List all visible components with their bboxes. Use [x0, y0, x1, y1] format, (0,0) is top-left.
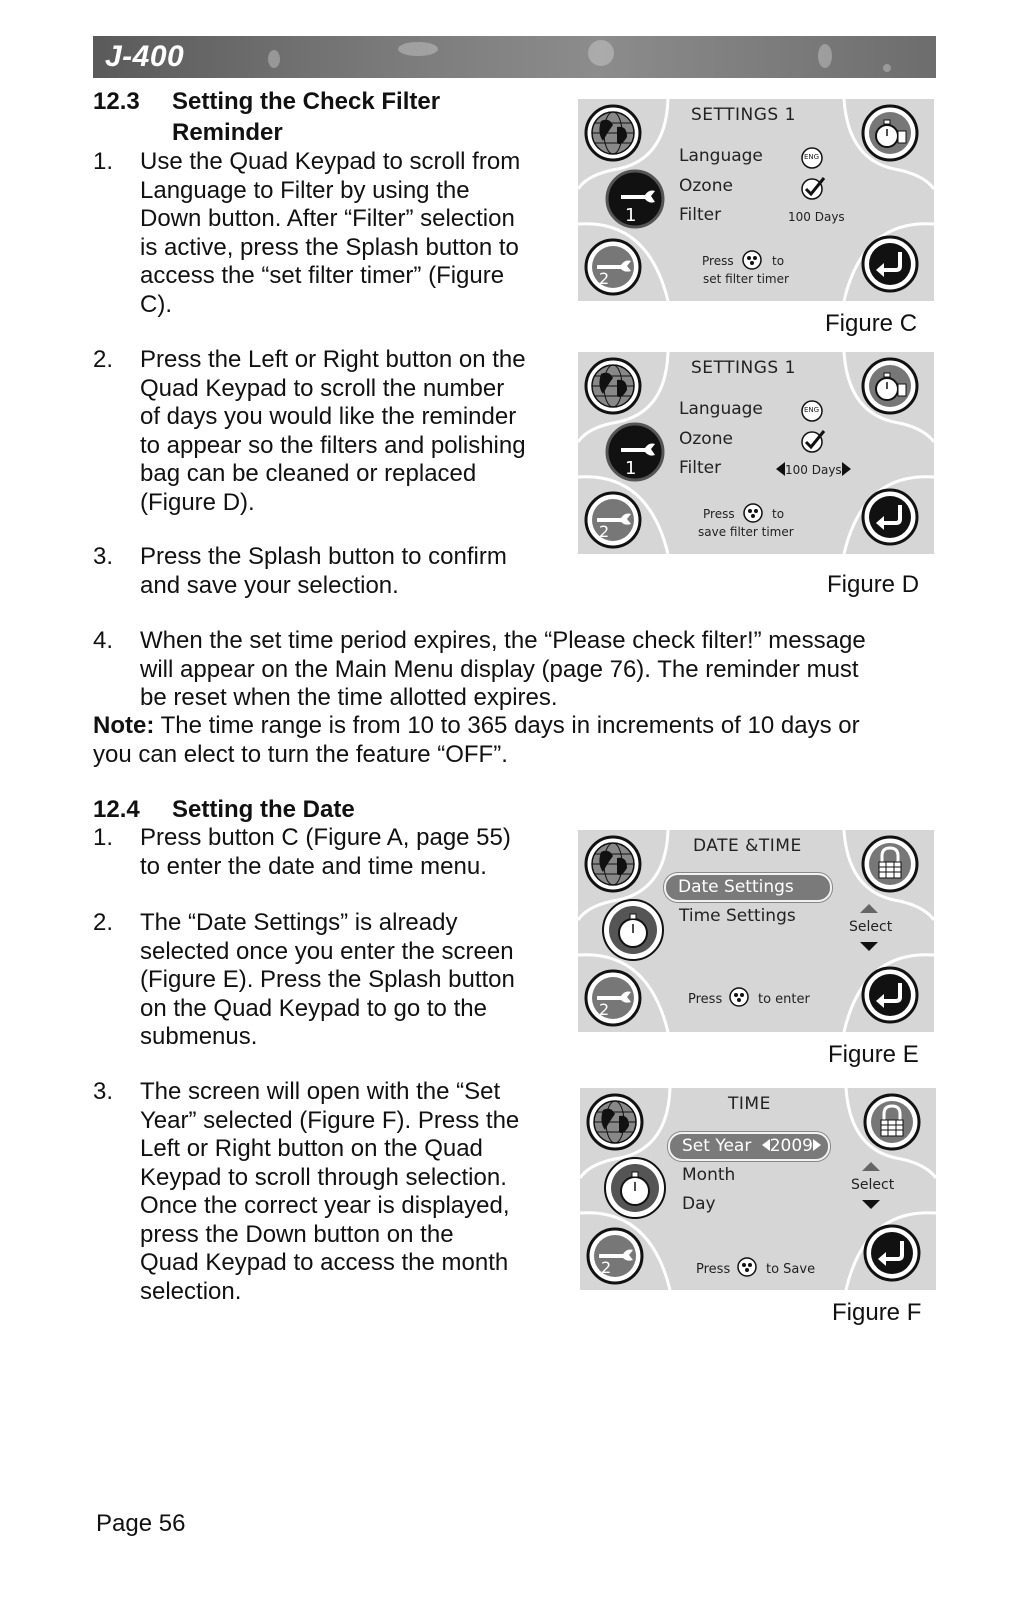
section-12-3-heading — [93, 87, 553, 147]
press-to: to — [772, 254, 785, 268]
splash-button-icon — [742, 502, 764, 524]
step-line: Use the Quad Keypad to scroll from — [140, 148, 521, 175]
section-title-line1: Setting the Check Filter — [172, 88, 441, 115]
set-year-label: Set Year — [682, 1136, 752, 1156]
date-settings-selected[interactable]: Date Settings — [664, 873, 832, 902]
step-number: 1. — [93, 148, 114, 175]
globe-icon[interactable] — [585, 1092, 645, 1152]
wrench-button-2-icon[interactable] — [583, 237, 643, 297]
wrench-button-2-icon[interactable] — [585, 1226, 645, 1286]
globe-icon[interactable] — [583, 103, 643, 163]
step-line: Year” selected (Figure F). Press the — [140, 1106, 520, 1134]
padlock-icon[interactable] — [860, 834, 920, 894]
step-line: (Figure D). — [140, 488, 255, 516]
step-line: The “Date Settings” is already — [140, 909, 458, 936]
button-number-2: 2 — [599, 269, 610, 288]
press-word: Press — [688, 992, 723, 1007]
step-line: is active, press the Splash button to — [140, 233, 519, 261]
select-label: Select — [851, 1177, 895, 1193]
note-text-line2: you can elect to turn the feature “OFF”. — [93, 740, 508, 768]
press-word: Press — [703, 507, 735, 521]
button-number-2: 2 — [599, 522, 610, 541]
step-number: 3. — [93, 543, 114, 570]
checkmark-icon — [800, 175, 828, 201]
figure-e-caption: Figure E — [828, 1041, 919, 1068]
step-line: Press the Splash button to confirm — [140, 543, 507, 570]
section-title: Setting the Date — [172, 796, 355, 823]
figure-f-caption: Figure F — [832, 1299, 922, 1326]
menu-item-language[interactable]: Language — [679, 146, 763, 166]
press-word: Press — [702, 254, 734, 268]
eng-label: ENG — [804, 153, 820, 161]
step-line: Keypad to scroll through selection. — [140, 1163, 507, 1191]
menu-item-ozone[interactable]: Ozone — [679, 176, 733, 196]
step-line: selection. — [140, 1277, 242, 1305]
figure-c-panel — [578, 99, 934, 301]
press-to: to — [772, 507, 785, 521]
step-number: 3. — [93, 1078, 114, 1105]
enter-return-icon[interactable] — [860, 487, 920, 547]
figure-f-panel — [580, 1088, 936, 1290]
enter-return-icon[interactable] — [862, 1223, 922, 1283]
step-line: Press the Left or Right button on the — [140, 346, 526, 373]
padlock-icon[interactable] — [862, 1092, 922, 1152]
note — [93, 712, 933, 769]
enter-return-icon[interactable] — [860, 234, 920, 294]
step-line: Down button. After “Filter” selection — [140, 205, 515, 232]
press-to-enter: to enter — [758, 992, 810, 1007]
figure-e-panel — [578, 830, 934, 1032]
step-number: 1. — [93, 824, 114, 851]
step-line: submenus. — [140, 1023, 258, 1050]
menu-item-day[interactable]: Day — [682, 1194, 716, 1214]
step-line: Press button C (Figure A, page 55) — [140, 824, 511, 851]
set-year-selected[interactable] — [668, 1132, 830, 1161]
eng-label: ENG — [804, 406, 820, 414]
figure-d-panel — [578, 352, 934, 554]
step-number: 2. — [93, 346, 114, 373]
step-number: 4. — [93, 627, 114, 654]
splash-button-icon — [736, 1256, 758, 1278]
stopwatch-icon[interactable] — [603, 1156, 667, 1220]
step-line: on the Quad Keypad to go to the — [140, 994, 487, 1022]
timer-icon[interactable] — [860, 103, 920, 163]
splash-button-icon — [741, 249, 763, 271]
down-arrow-icon[interactable] — [862, 1200, 880, 1209]
section-number: 12.4 — [93, 796, 140, 823]
button-number-2: 2 — [601, 1258, 612, 1277]
menu-item-month[interactable]: Month — [682, 1165, 736, 1185]
stopwatch-icon[interactable] — [601, 898, 665, 962]
step-line: When the set time period expires, the “Please check filter!” message — [140, 627, 866, 654]
menu-item-language[interactable]: Language — [679, 399, 763, 419]
screen-title: TIME — [728, 1094, 771, 1114]
press-to-save: to Save — [766, 1262, 816, 1277]
section-number: 12.3 — [93, 88, 140, 115]
note-label: Note: — [93, 712, 155, 739]
menu-item-filter[interactable]: Filter — [679, 458, 722, 478]
step-line: C). — [140, 290, 172, 318]
step-line: be reset when the time allotted expires. — [140, 684, 558, 711]
wrench-button-2-icon[interactable] — [583, 968, 643, 1028]
step-line: Quad Keypad to access the month — [140, 1249, 509, 1276]
up-arrow-icon[interactable] — [862, 1162, 880, 1171]
menu-item-time-settings[interactable]: Time Settings — [679, 906, 796, 926]
step-line: (Figure E). Press the Splash button — [140, 966, 515, 993]
screen-title: DATE &TIME — [693, 836, 802, 856]
globe-icon[interactable] — [583, 834, 643, 894]
menu-item-ozone[interactable]: Ozone — [679, 429, 733, 449]
page-number: Page 56 — [96, 1510, 186, 1537]
step-number: 2. — [93, 909, 114, 936]
step-line: and save your selection. — [140, 571, 399, 599]
select-label: Select — [849, 919, 893, 935]
right-arrow-icon[interactable] — [842, 462, 851, 476]
header-bar — [93, 36, 936, 78]
year-right-arrow-icon[interactable] — [813, 1139, 821, 1151]
left-arrow-icon[interactable] — [776, 462, 785, 476]
button-number-1: 1 — [625, 205, 637, 226]
down-arrow-icon[interactable] — [860, 942, 878, 951]
section-title-line2: Reminder — [172, 119, 283, 146]
wrench-button-2-icon[interactable] — [583, 490, 643, 550]
filter-days-value: 100 Days — [788, 210, 845, 224]
screen-title: SETTINGS 1 — [691, 105, 796, 125]
step-line: bag can be cleaned or replaced — [140, 460, 477, 487]
step-line: of days you would like the reminder — [140, 403, 517, 430]
button-number-1: 1 — [625, 458, 637, 479]
filter-days-stepper[interactable] — [776, 462, 851, 477]
press-word: Press — [696, 1262, 731, 1277]
press-instruction: set filter timer — [703, 272, 789, 286]
step-line: will appear on the Main Menu display (page 76). The reminder must — [140, 655, 859, 683]
model-title: J-400 — [105, 40, 185, 73]
step-line: Quad Keypad to scroll the number — [140, 374, 505, 402]
figure-d-caption: Figure D — [827, 571, 920, 598]
note-text: The time range is from 10 to 365 days in increments of 10 days or — [154, 712, 860, 739]
step-line: to enter the date and time menu. — [140, 852, 487, 880]
press-instruction: save filter timer — [698, 525, 794, 539]
year-left-arrow-icon[interactable] — [762, 1139, 770, 1151]
button-number-2: 2 — [599, 1000, 610, 1019]
step-line: Language to Filter by using the — [140, 176, 470, 204]
globe-icon[interactable] — [583, 356, 643, 416]
step-line: Once the correct year is displayed, — [140, 1192, 510, 1219]
checkmark-icon — [800, 428, 828, 454]
section-12-4-heading — [93, 795, 553, 825]
step-line: press the Down button on the — [140, 1220, 454, 1248]
enter-return-icon[interactable] — [860, 965, 920, 1025]
filter-days-value: 100 Days — [785, 463, 842, 477]
step-line: The screen will open with the “Set — [140, 1078, 501, 1105]
year-value: 2009 — [769, 1136, 813, 1156]
splash-button-icon — [728, 986, 750, 1008]
step-line: Left or Right button on the Quad — [140, 1135, 483, 1162]
step-line: to appear so the filters and polishing — [140, 431, 526, 459]
step-line: access the “set filter timer” (Figure — [140, 262, 505, 289]
step-line: selected once you enter the screen — [140, 937, 514, 965]
timer-icon[interactable] — [860, 356, 920, 416]
up-arrow-icon[interactable] — [860, 904, 878, 913]
figure-c-caption: Figure C — [825, 310, 918, 337]
screen-title: SETTINGS 1 — [691, 358, 796, 378]
menu-item-filter[interactable]: Filter — [679, 205, 722, 225]
